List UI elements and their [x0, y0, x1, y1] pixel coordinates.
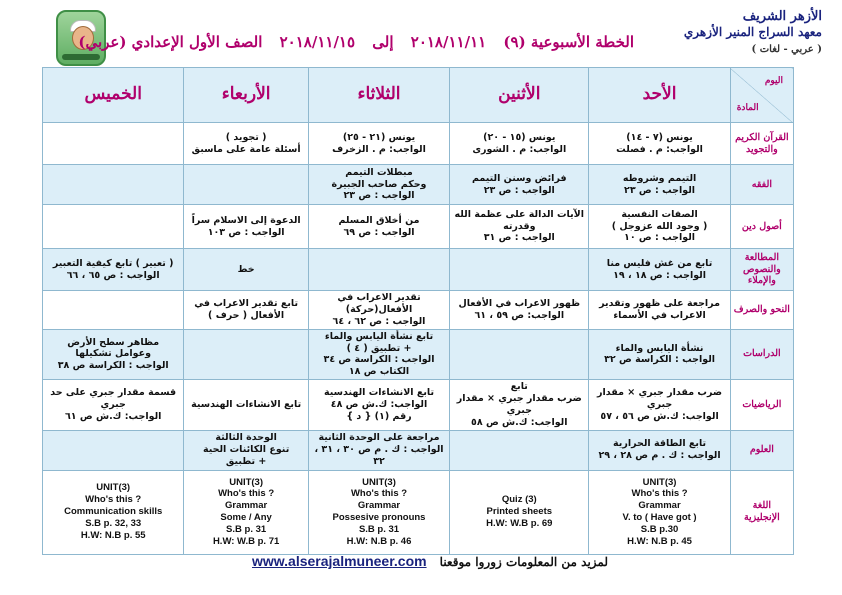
table-row — [43, 380, 794, 431]
date-to: ٢٠١٨/١١/١٥ — [279, 33, 356, 51]
lesson-line: الواجب: ك.ش ص ٥٦ ، ٥٧ — [600, 410, 719, 422]
lesson-line: مراجعة على الوحدة الثانية — [318, 432, 440, 444]
lesson-line: H.W: N.B p. 55 — [80, 529, 146, 541]
lesson-line: تقدير الاعراب في الأفعال(حركة) — [337, 292, 421, 315]
day-header-tuesday — [308, 68, 449, 123]
table-row — [43, 123, 794, 165]
lesson-cell — [184, 123, 308, 165]
lesson-line: H.W: W.B p. 71 — [212, 535, 280, 547]
subject-cell: الدراسات — [730, 329, 793, 380]
lesson-line: الواجب : ص ٢٣ — [483, 184, 555, 196]
lesson-line: Possesive pronouns — [332, 512, 426, 524]
subject-cell: العلوم — [730, 430, 793, 470]
lesson-line: تابع تقدير الاعراب في — [194, 297, 299, 309]
lesson-line: Who's this ? — [85, 494, 142, 506]
lesson-line: V. to ( Have got ) — [622, 512, 697, 524]
lesson-cell — [184, 291, 308, 330]
logo-ribbon — [62, 54, 100, 60]
lesson-cell — [308, 430, 449, 470]
lesson-cell — [450, 205, 589, 249]
lesson-cell — [43, 470, 184, 554]
lesson-cell — [308, 123, 449, 165]
lesson-line: الواجب : ص ٢٣ — [624, 184, 696, 196]
day-name: الأثنين — [498, 84, 541, 105]
lesson-cell — [450, 380, 589, 431]
lesson-line: رقم (١) { د } — [346, 410, 412, 422]
lesson-line: تابع من غش فليس منا — [606, 257, 713, 269]
lesson-line: وقدرته — [503, 220, 536, 232]
day-name: الأربعاء — [221, 84, 271, 105]
lesson-line: + تطبيق — [225, 456, 267, 468]
lesson-line: UNIT(3) — [96, 482, 131, 494]
lesson-cell — [589, 470, 730, 554]
lesson-line: الصفات النفسية — [621, 208, 698, 220]
lesson-line: الواجب: م . الشورى — [472, 143, 567, 155]
lesson-line: وعوامل تشكيلها — [75, 348, 152, 360]
table-row — [43, 470, 794, 554]
lesson-line: التيمم وشروطه — [622, 172, 697, 184]
lesson-line: الواجب: ص ٥٩ ، ٦١ — [474, 309, 565, 321]
lesson-cell — [450, 123, 589, 165]
weekly-plan-table — [42, 67, 794, 555]
lesson-line: الأفعال ( حرف ) — [208, 309, 285, 321]
lesson-line: S.B p. 31 — [226, 524, 267, 535]
lesson-line: ضرب مقدار جبري × مقدار جبري — [456, 393, 582, 416]
lesson-cell — [450, 249, 589, 291]
corner-day-label: اليوم — [764, 76, 783, 86]
lesson-line: UNIT(3) — [642, 476, 677, 488]
lesson-line: ( وجود الله عزوجل ) — [611, 220, 708, 232]
lesson-cell — [184, 329, 308, 380]
lesson-line: خط — [237, 263, 255, 275]
lesson-cell — [184, 165, 308, 205]
lesson-cell — [450, 470, 589, 554]
footer — [200, 551, 660, 570]
table-header-row — [43, 68, 794, 123]
lesson-line: الواجب : الكراسة ص ٣٨ — [57, 360, 169, 372]
lesson-line: يونس (١٥ - ٢٠) — [483, 131, 556, 143]
lesson-cell — [308, 329, 449, 380]
table-row — [43, 165, 794, 205]
lesson-line: نشأة اليابس والماء — [615, 342, 704, 354]
lesson-line: ( تجويد ) — [225, 131, 267, 143]
lesson-line: Who's this ? — [218, 488, 275, 500]
lesson-line: يونس (٢١ - ٢٥) — [342, 131, 416, 143]
lesson-line: وحكم صاحب الجبيرة — [331, 178, 427, 190]
day-header-sunday — [589, 68, 730, 123]
lesson-cell — [43, 205, 184, 249]
lesson-line: الآيات الدالة على عظمة الله — [454, 208, 584, 220]
lesson-line: الواجب : الكراسة ص ٣٤ — [323, 354, 435, 366]
lesson-cell — [450, 165, 589, 205]
corner-cell — [730, 68, 793, 123]
lesson-line: قسمة مقدار جبري على حد جبري — [50, 387, 177, 410]
lesson-line: ( تعبير ) تابع كيفية التعبير — [52, 257, 174, 269]
lesson-cell — [43, 380, 184, 431]
corner-subject-label: المادة — [736, 102, 759, 113]
lesson-line: Who's this ? — [350, 488, 408, 500]
lesson-line: الاعراب في الأسماء — [613, 309, 706, 321]
lesson-line: الواجب : ص ٦٥ ، ٦٦ — [66, 269, 160, 281]
lesson-line: H.W: N.B p. 45 — [627, 535, 692, 547]
footer-text: لمزيد من المعلومات زوروا موقعنا — [439, 555, 608, 569]
lesson-line: Printed sheets — [486, 506, 553, 518]
subject-cell: المطالعة والنصوص والإملاء — [730, 249, 793, 291]
lesson-cell — [589, 165, 730, 205]
lesson-cell — [184, 249, 308, 291]
day-name: الأحد — [642, 84, 677, 105]
lesson-line: أسئلة عامة على ماسبق — [191, 143, 301, 155]
lesson-cell — [308, 470, 449, 554]
lesson-line: يونس (٧ - ١٤) — [626, 131, 693, 143]
subject-cell: القرآن الكريم والتجويد — [730, 123, 793, 165]
lesson-line: مظاهر سطح الأرض — [67, 336, 160, 348]
lesson-line: الواجب : ص ٢٣ — [343, 190, 415, 202]
lesson-line: Grammar — [357, 500, 401, 512]
lesson-cell — [43, 291, 184, 330]
lesson-line: UNIT(3) — [362, 476, 396, 488]
lesson-line: تنوع الكائنات الحية — [202, 444, 290, 456]
lesson-line: S.B p.30 — [640, 524, 679, 535]
lesson-line: ضرب مقدار جبري × مقدار جبري — [597, 387, 723, 410]
lesson-line: فرائض وسنن التيمم — [471, 172, 567, 184]
lesson-cell — [43, 123, 184, 165]
lesson-cell — [589, 249, 730, 291]
lesson-cell — [308, 205, 449, 249]
lesson-cell — [43, 430, 184, 470]
lesson-line: UNIT(3) — [229, 476, 263, 488]
lesson-cell — [589, 329, 730, 380]
lesson-line: Grammar — [638, 500, 681, 512]
lesson-line: + تطبيق ( ٤ ) — [346, 342, 412, 354]
lesson-line: الدعوة إلى الاسلام سراً — [191, 214, 301, 226]
lesson-line: ظهور الاعراب في الأفعال — [458, 297, 581, 309]
lesson-cell — [589, 123, 730, 165]
table-row — [43, 205, 794, 249]
lesson-line: الواجب: م . فصلت — [616, 143, 703, 155]
lesson-cell — [308, 291, 449, 330]
subject-cell: اللغة الإنجليزية — [730, 470, 793, 554]
lesson-cell — [308, 380, 449, 431]
lesson-line: S.B p. 32, 33 — [85, 518, 142, 530]
lesson-line: S.B p. 31 — [358, 524, 400, 535]
lesson-cell — [589, 380, 730, 431]
lesson-line: H.W: N.B p. 46 — [346, 535, 412, 547]
lesson-line: الواجب : ص ٣١ — [483, 232, 555, 244]
website-link[interactable]: www.alserajalmuneer.com — [252, 553, 427, 569]
lesson-line: مبطلات التيمم — [345, 166, 413, 178]
school-name: معهد السراج المنير الأزهري — [683, 25, 822, 39]
lesson-line: تابع الطاقة الحرارية — [613, 438, 707, 450]
plan-table-body — [43, 68, 794, 555]
day-header-thursday — [43, 68, 184, 123]
table-row — [43, 329, 794, 380]
lesson-cell — [589, 205, 730, 249]
subject-cell: أصول دين — [730, 205, 793, 249]
lesson-cell — [450, 291, 589, 330]
school-authority: الأزهر الشريف — [742, 9, 822, 24]
lesson-line: الواجب : ك . م ص ٣٠ ، ٣١ ، ٣٢ — [314, 444, 444, 468]
plan-title — [78, 33, 640, 51]
lesson-line: الواجب: م . الزخرف — [332, 143, 426, 155]
lesson-cell — [589, 291, 730, 330]
lesson-line: الكتاب ص ١٨ — [348, 366, 410, 378]
lesson-line: الواجب: ك.ش ص ٥٨ — [471, 416, 568, 428]
date-to-word: إلى — [372, 33, 394, 51]
lesson-cell — [450, 430, 589, 470]
lesson-cell — [589, 430, 730, 470]
lesson-cell — [184, 205, 308, 249]
lesson-cell — [184, 380, 308, 431]
lesson-line: تابع الانشاءات الهندسية — [323, 387, 435, 399]
day-name: الثلاثاء — [357, 84, 401, 105]
lesson-line: Grammar — [224, 500, 268, 512]
lesson-cell — [450, 329, 589, 380]
subject-cell: النحو والصرف — [730, 291, 793, 330]
lesson-cell — [184, 430, 308, 470]
date-from: ٢٠١٨/١١/١١ — [410, 33, 487, 51]
lesson-line: تابع نشأة اليابس والماء — [324, 330, 434, 342]
lesson-line: الواجب: ك.ش ص ٦١ — [64, 410, 162, 422]
lesson-cell — [43, 165, 184, 205]
lesson-line: Quiz (3) — [501, 494, 537, 506]
lesson-line: مراجعة على ظهور وتقدير — [599, 297, 720, 309]
lesson-line: الوحدة الثالثة — [215, 432, 277, 444]
lesson-line: الواجب : ص ١٠ — [624, 232, 696, 244]
lesson-cell — [43, 249, 184, 291]
lesson-line: الواجب: ك.ش ص ٤٨ — [330, 398, 428, 410]
grade-label: الصف الأول الإعدادي (عربي) — [78, 33, 263, 51]
lesson-cell — [43, 329, 184, 380]
lesson-line: الواجب : ص ٦٢ ، ٦٤ — [332, 315, 426, 327]
day-name: الخميس — [84, 84, 142, 105]
plan-title-text: الخطة الأسبوعية (٩) — [503, 33, 634, 51]
lesson-cell — [308, 165, 449, 205]
table-row — [43, 430, 794, 470]
day-header-monday — [450, 68, 589, 123]
subject-cell: الفقه — [730, 165, 793, 205]
lesson-line: Some / Any — [220, 512, 272, 524]
lesson-line: الواجب : ك . م ص ٢٨ ، ٢٩ — [598, 450, 721, 462]
subject-cell: الرياضيات — [730, 380, 793, 431]
lesson-line: تابع — [510, 381, 528, 393]
lesson-line: Communication skills — [64, 506, 163, 518]
lesson-line: من أخلاق المسلم — [338, 214, 420, 226]
lesson-line: H.W: W.B p. 69 — [486, 518, 553, 530]
table-row — [43, 249, 794, 291]
lesson-line: Who's this ? — [631, 488, 688, 500]
school-section: ( عربي - لغات ) — [751, 44, 822, 55]
lesson-cell — [308, 249, 449, 291]
lesson-cell — [184, 470, 308, 554]
lesson-line: الواجب : ص ٦٩ — [343, 226, 415, 238]
lesson-line: الواجب : ص ١٨ ، ١٩ — [613, 269, 706, 281]
lesson-line: الواجب : ص ١٠٣ — [207, 226, 285, 238]
lesson-line: تابع الانشاءات الهندسية — [191, 398, 302, 410]
lesson-line: الواجب : الكراسة ص ٣٢ — [604, 354, 716, 366]
table-row — [43, 291, 794, 330]
day-header-wednesday — [184, 68, 308, 123]
